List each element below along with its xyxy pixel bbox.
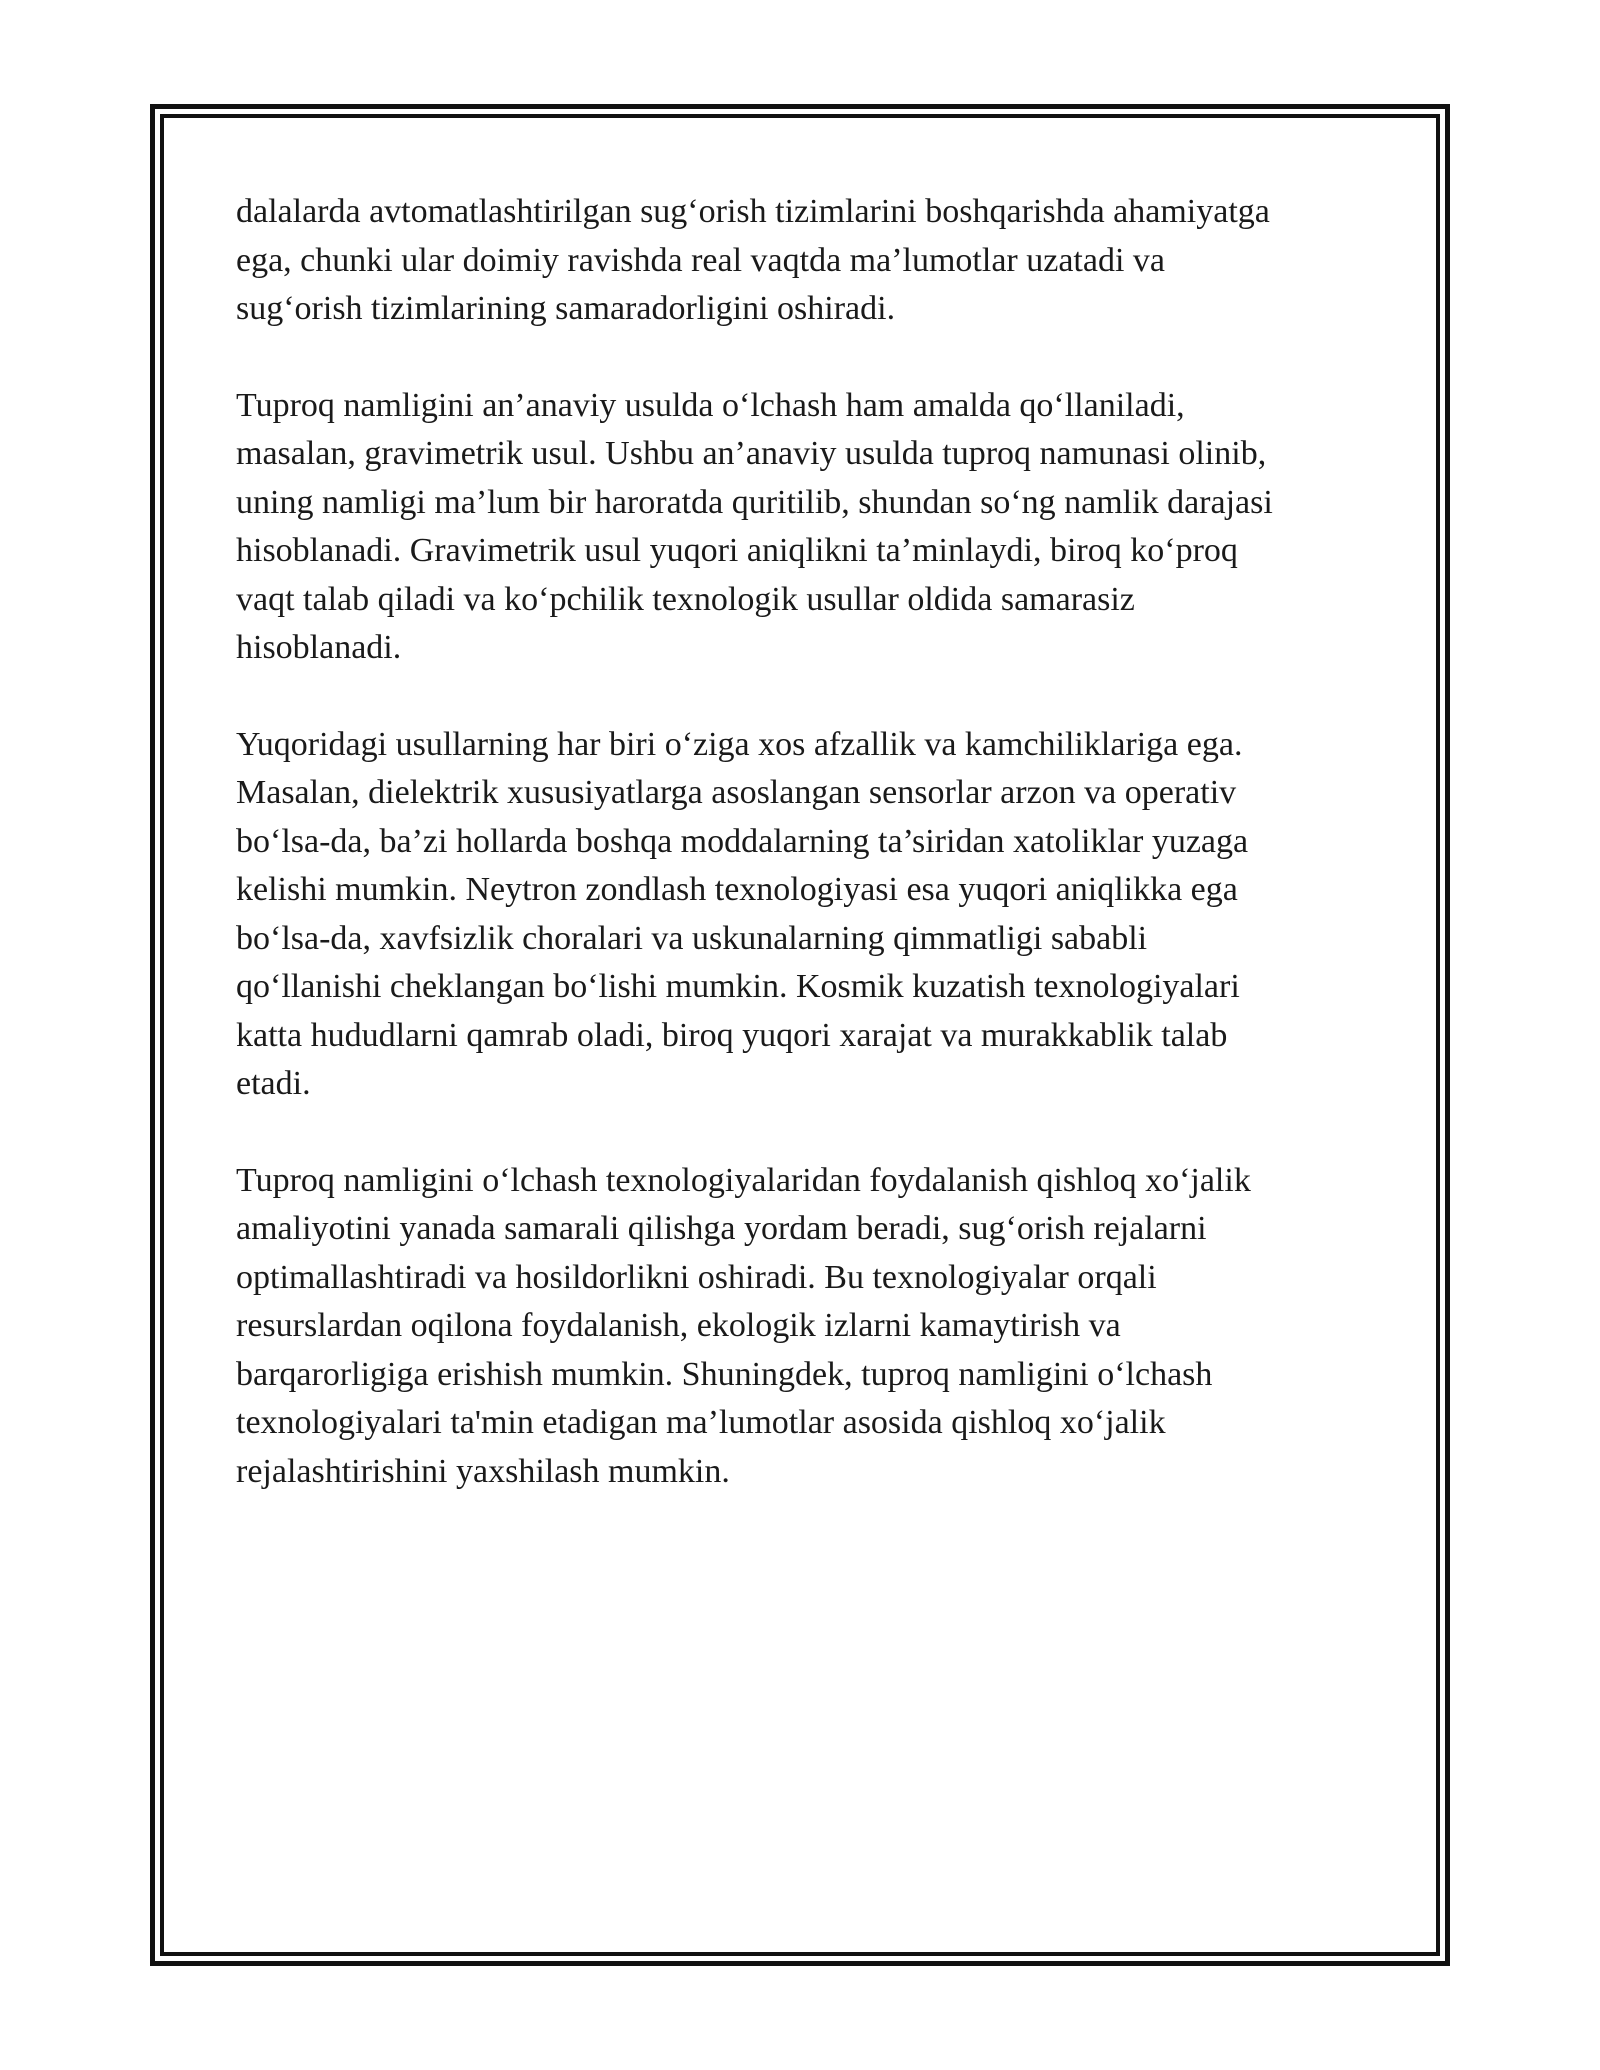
text-line: bo‘lsa-da, ba’zi hollarda boshqa moddalarning ta’siridan xatoliklar yuzaga — [236, 822, 1249, 860]
text-line: Tuproq namligini o‘lchash texnologiyalaridan foydalanish qishloq xo‘jalik — [236, 1161, 1251, 1199]
text-line: ega, chunki ular doimiy ravishda real vaqtda ma’lumotlar uzatadi va — [236, 241, 1165, 279]
paragraph-1 — [236, 188, 1386, 334]
text-line: sug‘orish tizimlarining samaradorligini oshiradi. — [236, 290, 896, 327]
text-line: kelishi mumkin. Neytron zondlash texnologiyasi esa yuqori aniqlikka ega — [236, 871, 1238, 908]
text-line: resurslardan oqilona foydalanish, ekologik izlarni kamaytirish va — [236, 1307, 1121, 1344]
text-line: uning namligi ma’lum bir haroratda quritilib, shundan so‘ng namlik darajasi — [236, 483, 1273, 521]
paragraph-4 — [236, 1157, 1386, 1497]
text-line: qo‘llanishi cheklangan bo‘lishi mumkin. Kosmik kuzatish texnologiyalari — [236, 968, 1240, 1005]
text-line: rejalashtirishini yaxshilash mumkin. — [236, 1452, 730, 1490]
text-line: barqarorligiga erishish mumkin. Shuningdek, tuproq namligini o‘lchash — [236, 1355, 1213, 1393]
text-line: hisoblanadi. Gravimetrik usul yuqori aniqlikni ta’minlaydi, biroq ko‘proq — [236, 532, 1238, 569]
text-line: bo‘lsa-da, xavfsizlik choralari va uskunalarning qimmatligi sababli — [236, 919, 1148, 957]
paragraph-3 — [236, 721, 1386, 1109]
paragraph-2 — [236, 382, 1386, 673]
text-line: texnologiyalari ta'min etadigan ma’lumotlar asosida qishloq xo‘jalik — [236, 1404, 1166, 1441]
text-line: Yuqoridagi usullarning har biri o‘ziga xos afzallik va kamchiliklariga ega. — [236, 725, 1243, 763]
document-body — [236, 188, 1386, 1544]
text-line: amaliyotini yanada samarali qilishga yordam beradi, sug‘orish rejalarni — [236, 1210, 1207, 1247]
text-line: Tuproq namligini an’anaviy usulda o‘lchash ham amalda qo‘llaniladi, — [236, 386, 1185, 424]
text-line: vaqt talab qiladi va ko‘pchilik texnologik usullar oldida samarasiz — [236, 580, 1135, 618]
text-line: optimallashtiradi va hosildorlikni oshiradi. Bu texnologiyalar orqali — [236, 1258, 1157, 1296]
text-line: masalan, gravimetrik usul. Ushbu an’anaviy usulda tuproq namunasi olinib, — [236, 435, 1267, 472]
text-line: dalalarda avtomatlashtirilgan sug‘orish tizimlarini boshqarishda ahamiyatga — [236, 193, 1270, 230]
text-line: katta hududlarni qamrab oladi, biroq yuqori xarajat va murakkablik talab — [236, 1016, 1228, 1054]
text-line: Masalan, dielektrik xususiyatlarga asoslangan sensorlar arzon va operativ — [236, 774, 1237, 811]
text-line: etadi. — [236, 1065, 311, 1102]
text-line: hisoblanadi. — [236, 629, 402, 666]
